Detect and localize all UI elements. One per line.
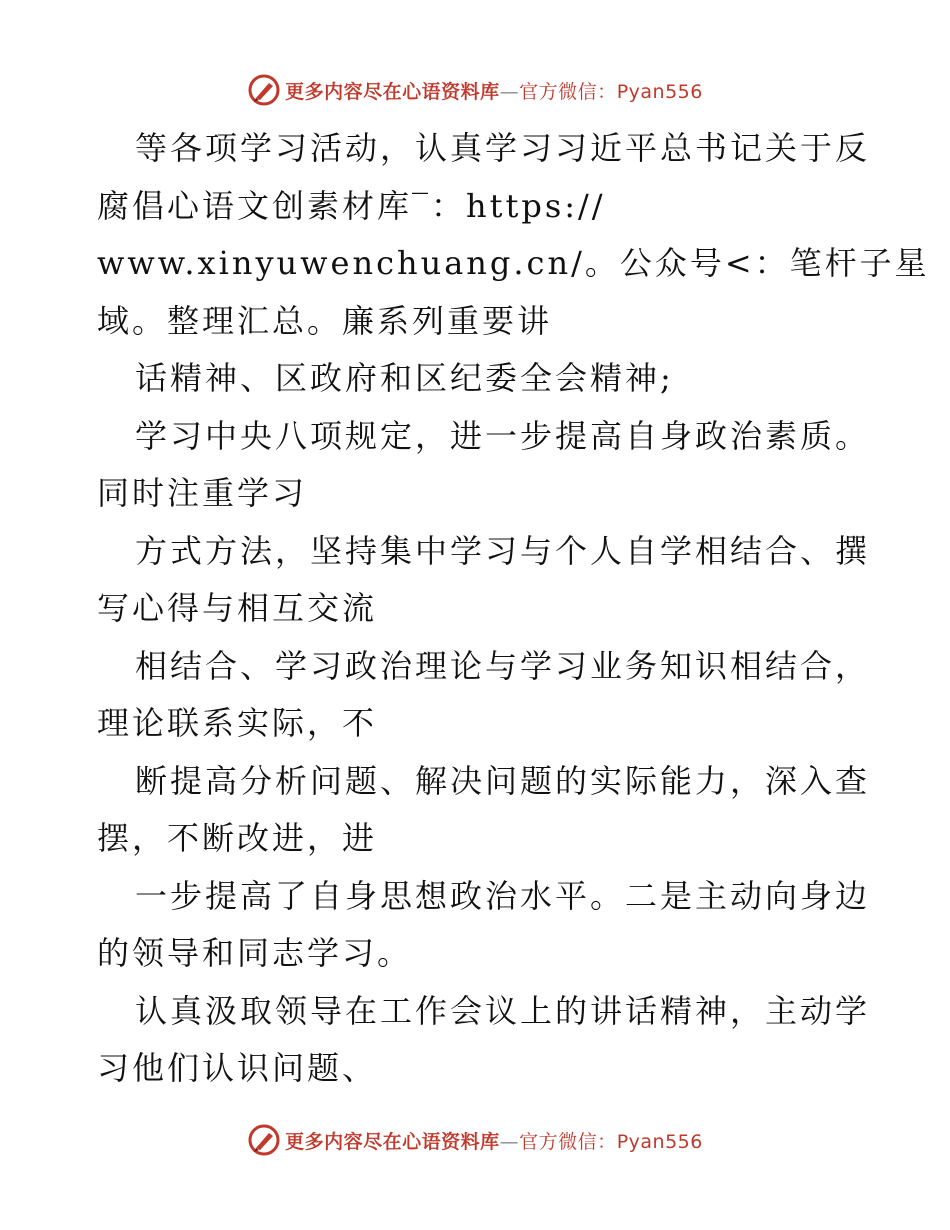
text-line: 腐倡心语文创素材库‾：https://	[97, 186, 606, 225]
text-line: 学习中央八项规定，进一步提高自身政治素质。	[135, 416, 871, 455]
banner-wechat-id: Pyan556	[616, 80, 703, 103]
text-line: 域。整理汇总。廉系列重要讲	[97, 301, 553, 340]
text-line: 话精神、区政府和区纪委全会精神;	[135, 359, 674, 397]
text-line: 方式方法，坚持集中学习与个人自学相结合、撰	[135, 531, 871, 570]
banner-dash: —	[499, 80, 520, 103]
header-banner	[0, 70, 950, 110]
document-body	[97, 120, 930, 1098]
banner-wechat-label: 官方微信：	[519, 1130, 617, 1153]
text-line: 同时注重学习	[97, 474, 308, 512]
pen-logo-icon	[247, 73, 281, 107]
banner-text	[285, 1127, 703, 1154]
banner-text	[285, 77, 703, 104]
banner-main-text: 更多内容尽在心语资料库	[285, 1130, 500, 1153]
footer-banner	[0, 1120, 950, 1160]
text-line: 一步提高了自身思想政治水平。二是主动向身边	[135, 876, 871, 915]
banner-main-text: 更多内容尽在心语资料库	[285, 80, 500, 103]
text-line: 的领导和同志学习。	[97, 934, 413, 972]
text-line: 相结合、学习政治理论与学习业务知识相结合，	[135, 646, 871, 685]
text-line: 理论联系实际，不	[97, 704, 378, 742]
text-line: 摆，不断改进，进	[97, 819, 378, 857]
text-line: 认真汲取领导在工作会议上的讲话精神，主动学	[135, 991, 871, 1030]
text-line: 断提高分析问题、解决问题的实际能力，深入查	[135, 761, 871, 800]
text-line: 等各项学习活动，认真学习习近平总书记关于反	[135, 129, 871, 167]
pen-logo-icon	[247, 1123, 281, 1157]
banner-dash: —	[499, 1130, 520, 1153]
text-line: 写心得与相互交流	[97, 589, 378, 627]
banner-wechat-label: 官方微信：	[519, 80, 617, 103]
banner-wechat-id: Pyan556	[616, 1130, 703, 1153]
text-line: 习他们认识问题、	[97, 1049, 378, 1087]
text-line: www.xinyuwenchuang.cn/。公众号<：笔杆子星	[97, 244, 930, 282]
